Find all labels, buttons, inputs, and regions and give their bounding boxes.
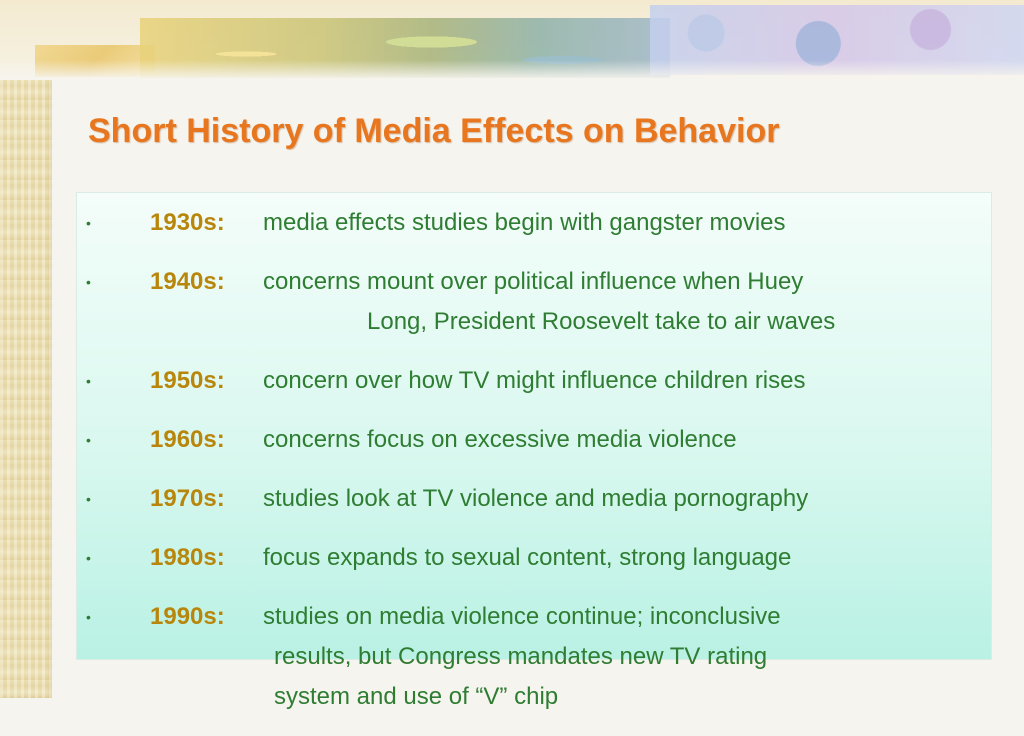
banner-fade: [0, 60, 1024, 80]
bullet-text: concerns focus on excessive media violence: [263, 426, 737, 453]
bullet-text: concerns mount over political influence when Huey: [263, 268, 804, 295]
content-box: [77, 193, 991, 710]
bullet-year: 1930s:: [150, 209, 225, 236]
bullet-list: [77, 203, 991, 736]
slide-title: Short History of Media Effects on Behavior: [88, 112, 780, 150]
bullet-text: studies on media violence continue; inconclusive: [263, 603, 781, 630]
bullet-year: 1970s:: [150, 485, 225, 512]
bullet-year: 1950s:: [150, 367, 225, 394]
bullet-year: 1940s:: [150, 268, 225, 295]
bullet-item-1980s: [77, 538, 991, 578]
bullet-year: 1990s:: [150, 603, 225, 630]
bullet-dot-icon: •: [86, 274, 91, 290]
bullet-year: 1960s:: [150, 426, 225, 453]
left-decorative-strip: [0, 0, 52, 698]
bullet-year: 1980s:: [150, 544, 225, 571]
bullet-dot-icon: •: [86, 550, 91, 566]
bullet-dot-icon: •: [86, 373, 91, 389]
bullet-text-continued: Long, President Roosevelt take to air waves: [367, 308, 836, 335]
bullet-item-1990s: [77, 597, 991, 717]
bullet-text: concern over how TV might influence children rises: [263, 367, 806, 394]
bullet-item-1960s: [77, 420, 991, 460]
bullet-text-continued: results, but Congress mandates new TV rating: [274, 643, 768, 670]
bullet-dot-icon: •: [86, 491, 91, 507]
bullet-text: media effects studies begin with gangster movies: [263, 209, 786, 236]
bullet-item-1930s: [77, 203, 991, 243]
bullet-text-continued: system and use of “V” chip: [274, 683, 559, 710]
bullet-item-1950s: [77, 361, 991, 401]
bullet-dot-icon: •: [86, 609, 91, 625]
bullet-item-1970s: [77, 479, 991, 519]
bullet-text: focus expands to sexual content, strong language: [263, 544, 792, 571]
bullet-dot-icon: •: [86, 215, 91, 231]
bullet-item-1940s: [77, 262, 991, 342]
bullet-dot-icon: •: [86, 432, 91, 448]
bullet-text: studies look at TV violence and media pornography: [263, 485, 809, 512]
top-decorative-banner: [0, 0, 1024, 80]
